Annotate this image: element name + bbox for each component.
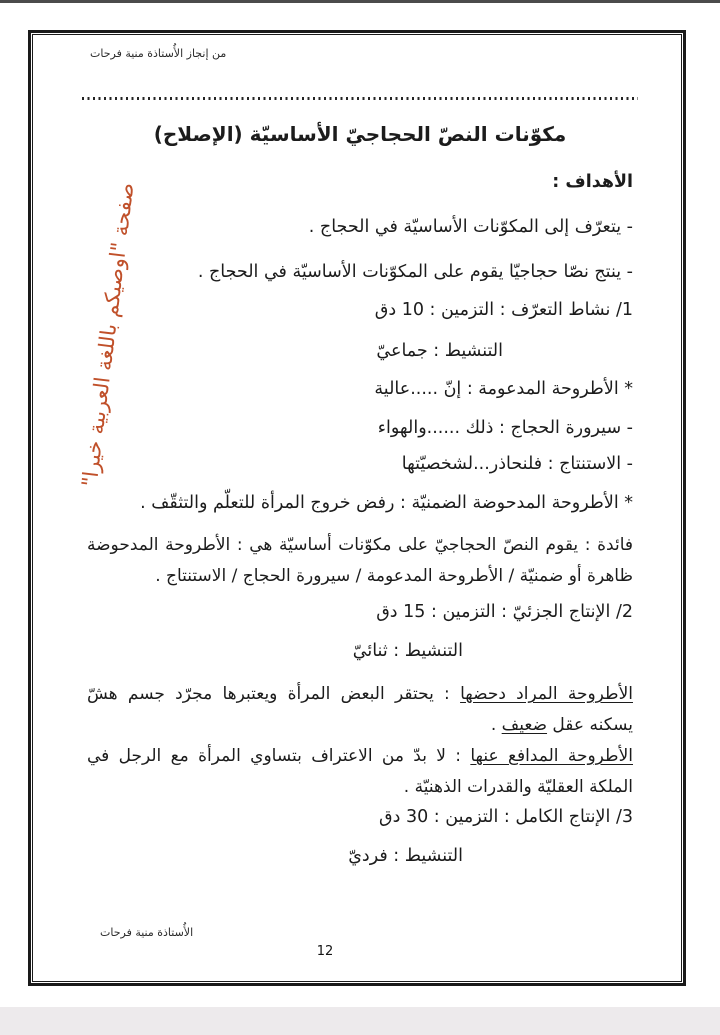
- activity-2-mode: التنشيط : ثنائيّ: [352, 641, 463, 661]
- argument-process-line: - سيرورة الحجاج : ذلك ......والهواء: [377, 418, 633, 438]
- activity-3-mode: التنشيط : فرديّ: [348, 846, 463, 866]
- rebutted-thesis-line: * الأطروحة المدحوضة الضمنيّة : رفض خروج المرأة للتعلّم والتثقّف .: [140, 493, 633, 513]
- thesis-to-refute-underlined-word: ضعيف: [501, 715, 548, 735]
- dotted-divider: [82, 97, 638, 100]
- photo-top-edge: [0, 0, 720, 3]
- header-credit-note: من إنجاز الأُستاذة منية فرحات: [90, 47, 227, 60]
- goal-item: - ينتج نصّا حجاجيّا يقوم على المكوّنات الأساسيّة في الحجاج .: [197, 262, 633, 282]
- activity-2-heading: 2/ الإنتاج الجزئيّ : التزمين : 15 دق: [376, 602, 633, 622]
- page-title: مكوّنات النصّ الحجاجيّ الأساسيّة (الإصلاح): [153, 122, 567, 146]
- page-number: 12: [316, 944, 334, 959]
- photo-bottom-edge: [0, 1007, 720, 1035]
- thesis-to-defend-paragraph: [87, 741, 633, 803]
- thesis-to-defend-body: : لا بدّ من الاعتراف بتساوي المرأة مع الرجل في الملكة العقليّة والقدرات الذهنيّة .: [87, 746, 633, 797]
- thesis-to-refute-paragraph: [87, 679, 633, 741]
- activity-3-heading: 3/ الإنتاج الكامل : التزمين : 30 دق: [379, 807, 633, 827]
- activity-1-heading: 1/ نشاط التعرّف : التزمين : 10 دق: [374, 300, 633, 320]
- thesis-to-refute-end: .: [490, 715, 502, 735]
- watermark-text: صفحة "اوصيكم باللغة العربية خيرا": [77, 181, 139, 489]
- benefit-paragraph: فائدة : يقوم النصّ الحجاجيّ على مكوّنات أساسيّة هي : الأطروحة المدحوضة ظاهرة أو ضمنيّة / الأطروحة المدعومة / سيرورة الحجاج / الاستنتاج .: [87, 535, 633, 586]
- thesis-to-defend-label: الأطروحة المدافع عنها: [470, 746, 633, 766]
- footer-credit-note: الأُستاذة منية فرحات: [100, 926, 194, 939]
- activity-1-mode: التنشيط : جماعيّ: [376, 341, 503, 361]
- thesis-to-refute-body: : يحتقر البعض المرأة ويعتبرها مجرّد جسم هشّ يسكنه عقل: [87, 684, 633, 735]
- thesis-to-refute-label: الأطروحة المراد دحضها: [460, 684, 633, 704]
- conclusion-line: - الاستنتاج : فلنحاذر...لشخصيّتها: [401, 454, 633, 474]
- goals-heading: الأهداف :: [552, 172, 633, 192]
- goal-item: - يتعرّف إلى المكوّنات الأساسيّة في الحجاج .: [308, 217, 633, 237]
- supported-thesis-line: * الأطروحة المدعومة : إنّ .....عالية: [374, 379, 633, 399]
